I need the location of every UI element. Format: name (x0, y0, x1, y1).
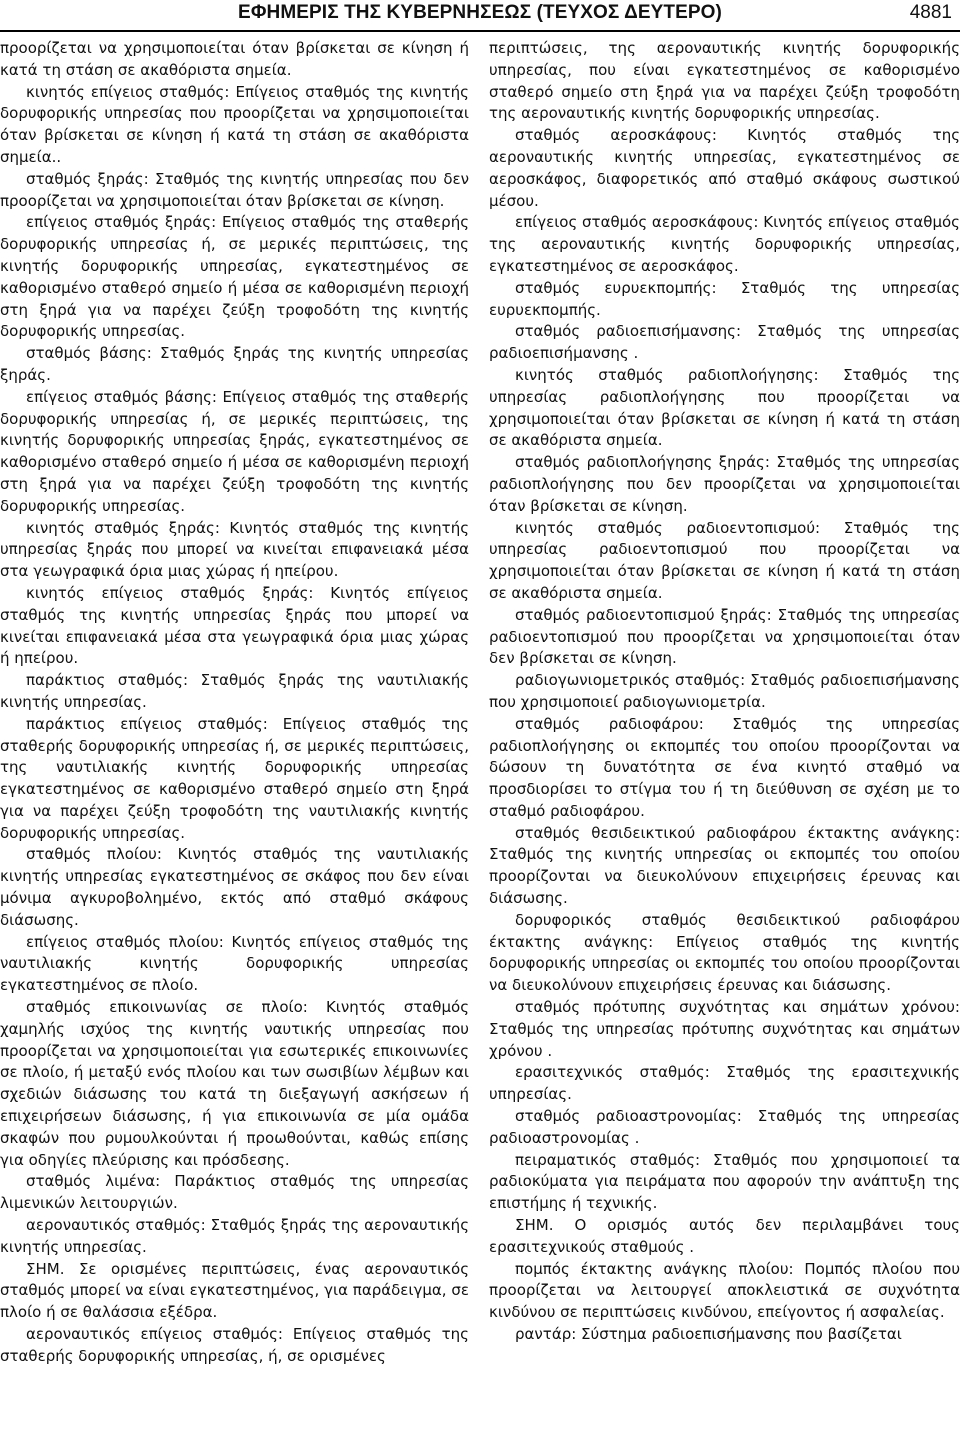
paragraph: σταθμός θεσιδεικτικού ραδιοφάρου έκτακτης ανάγκης: Σταθμός της κινητής υπηρεσίας οι εκπομπές του οποίου προορίζονται να διευκολύνουν επιχειρήσεις έρευνας και διάσωσης. (489, 823, 960, 908)
paragraph: σταθμός ευρυεκπομπής: Σταθμός της υπηρεσίας ευρυεκπομπής. (489, 278, 960, 319)
paragraph: κινητός σταθμός ξηράς: Κινητός σταθμός της κινητής υπηρεσίας ξηράς που μπορεί να κινείται επιφανειακά μέσα στα γεωγραφικά όρια μιας χώρας ή ηπείρου. (0, 518, 469, 581)
paragraph: επίγειος σταθμός βάσης: Επίγειος σταθμός της σταθερής δορυφορικής υπηρεσίας ή, σε μερικές περιπτώσεις, της κινητής δορυφορικής υπηρεσίας ξηράς, εγκατεστημένος σε καθορισμένο σταθερό σημείο ή μέσα σε καθορισμένη περιοχή στη ξηρά για να παρέχει ζεύξη τροφοδότη της κινητής δορυφορικής υπηρεσίας. (0, 387, 469, 515)
gazette-title: ΕΦΗΜΕΡΙΣ ΤΗΣ ΚΥΒΕΡΝΗΣΕΩΣ (ΤΕΥΧΟΣ ΔΕΥΤΕΡΟ) (238, 2, 722, 23)
paragraph: ραδιογωνιομετρικός σταθμός: Σταθμός ραδιοεπισήμανσης που χρησιμοποιεί ραδιογωνιομετρία. (489, 671, 960, 711)
paragraph: επίγειος σταθμός ξηράς: Επίγειος σταθμός της σταθερής δορυφορικής υπηρεσίας ή, σε μερικές περιπτώσεις, της κινητής δορυφορικής υπηρεσίας, εγκατεστημένος σε καθορισμένο σταθερό σημείο ή μέσα σε καθορισμένη περιοχή στη ξηρά για να παρέχει ζεύξη τροφοδότη της κινητής δορυφορικής υπηρεσίας. (0, 213, 469, 341)
paragraph: παράκτιος επίγειος σταθμός: Επίγειος σταθμός της σταθερής δορυφορικής υπηρεσίας ή, σε μερικές περιπτώσεις, της ναυτιλιακής κινητής δορυφορικής υπηρεσίας εγκατεστημένος σε καθορισμένο σταθερό σημείο στη ξηρά για να παρέχει ζεύξη τροφοδότη της ναυτιλιακής κινητής δορυφορικής υπηρεσίας. (0, 714, 469, 842)
header-divider (0, 30, 960, 32)
paragraph: ραντάρ: Σύστημα ραδιοεπισήμανσης που βασίζεται (515, 1325, 902, 1344)
paragraph: περιπτώσεις, της αεροναυτικής κινητής δορυφορικής υπηρεσίας, που είναι εγκατεστημένος σε καθορισμένο σταθερό σημείο στη ξηρά για να παρέχει ζεύξη τροφοδότη της αεροναυτικής κινητής δορυφορικής υπηρεσίας. (489, 39, 960, 123)
paragraph: κινητός επίγειος σταθμός ξηράς: Κινητός επίγειος σταθμός της κινητής υπηρεσίας ξηράς που μπορεί να κινείται επιφανειακά μέσα στα γεωγραφικά όρια μιας χώρας ή ηπείρου. (0, 583, 469, 668)
paragraph: σταθμός ραδιοφάρου: Σταθμός της υπηρεσίας ραδιοπλοήγησης οι εκπομπές του οποίου προορίζονται να δώσουν τη δυνατότητα σε ένα κινητό σταθμό να προσδιορίσει το στίγμα του ή τη διεύθυνση σε σχέση με το σταθμό ραδιοφάρου. (489, 714, 960, 820)
paragraph: δορυφορικός σταθμός θεσιδεικτικού ραδιοφάρου έκτακτης ανάγκης: Επίγειος σταθμός της κινητής δορυφορικής υπηρεσίας οι εκπομπές του οποίου προορίζονται να διευκολύνουν επιχειρήσεις έρευνας και διάσωσης. (489, 910, 960, 995)
paragraph: επίγειος σταθμός αεροσκάφους: Κινητός επίγειος σταθμός της αεροναυτικής κινητής δορυφορικής υπηρεσίας, εγκατεστημένος σε αεροσκάφος. (489, 213, 960, 275)
paragraph: σταθμός ραδιοεπισήμανσης: Σταθμός της υπηρεσίας ραδιοεπισήμανσης . (489, 322, 960, 363)
paragraph: παράκτιος σταθμός: Σταθμός ξηράς της ναυτιλιακής κινητής υπηρεσίας. (0, 671, 469, 711)
paragraph: σταθμός ξηράς: Σταθμός της κινητής υπηρεσίας που δεν προορίζεται να χρησιμοποιείται όταν βρίσκεται σε κίνηση. (0, 169, 469, 210)
paragraph: πομπός έκτακτης ανάγκης πλοίου: Πομπός πλοίου που προορίζεται να λειτουργεί αποκλειστικά σε συχνότητα κινδύνου σε περιπτώσεις κινδύνου, επείγοντος ή ασφαλείας. (489, 1259, 960, 1322)
right-text-column (489, 38, 960, 1426)
paragraph: σταθμός πρότυπης συχνότητας και σημάτων χρόνου: Σταθμός της υπηρεσίας πρότυπης συχνότητας και σημάτων χρόνου . (489, 998, 960, 1060)
paragraph: αεροναυτικός σταθμός: Σταθμός ξηράς της αεροναυτικής κινητής υπηρεσίας. (0, 1216, 469, 1256)
page-number: 4881 (909, 2, 952, 23)
paragraph: σταθμός επικοινωνίας σε πλοίο: Κινητός σταθμός χαμηλής ισχύος της κινητής ναυτικής υπηρεσίας που προορίζεται να χρησιμοποιείται για εσωτερικές επικοινωνίες σε πλοίο, ή μεταξύ ενός πλοίου και των σωσιβίων λέμβων και σχεδιών διάσωσης του κατά τη διεξαγωγή ασκήσεων ή επιχειρήσεων διάσωσης, ή για επικοινωνία σε μία ομάδα σκαφών που ρυμουλκούνται ή προωθούνται, καθώς επίσης για οδηγίες πλεύρισης και πρόσδεσης. (0, 998, 469, 1169)
paragraph: κινητός σταθμός ραδιοπλοήγησης: Σταθμός της υπηρεσίας ραδιοπλοήγησης που προορίζεται να χρησιμοποιείται όταν βρίσκεται σε κίνηση ή κατά τη στάση σε ακαθόριστα σημεία. (489, 365, 960, 450)
paragraph: ΣΗΜ. Σε ορισμένες περιπτώσεις, ένας αεροναυτικός σταθμός μπορεί να είναι εγκατεστημένος, για παράδειγμα, σε πλοίο ή σε θαλάσσια εξέδρα. (0, 1259, 469, 1322)
left-text-column (0, 38, 469, 1426)
paragraph: ερασιτεχνικός σταθμός: Σταθμός της ερασιτεχνικής υπηρεσίας. (489, 1063, 960, 1104)
paragraph: επίγειος σταθμός πλοίου: Κινητός επίγειος σταθμός της ναυτιλιακής κινητής δορυφορικής υπηρεσίας εγκατεστημένος σε πλοίο. (0, 932, 469, 995)
paragraph: σταθμός βάσης: Σταθμός ξηράς της κινητής υπηρεσίας ξηράς. (0, 344, 469, 384)
paragraph: πειραματικός σταθμός: Σταθμός που χρησιμοποιεί τα ραδιοκύματα για πειράματα που αφορούν την ανάπτυξη της επιστήμης ή τεχνικής. (489, 1150, 960, 1213)
paragraph: προορίζεται να χρησιμοποιείται όταν βρίσκεται σε κίνηση ή κατά τη στάση σε ακαθόριστα σημεία. (0, 39, 469, 79)
paragraph: σταθμός πλοίου: Κινητός σταθμός της ναυτιλιακής κινητής υπηρεσίας εγκατεστημένος σε σκάφος που δεν είναι μόνιμα αγκυροβολημένο, εκτός από σταθμό σκάφους διάσωσης. (0, 845, 469, 929)
paragraph: κινητός επίγειος σταθμός: Επίγειος σταθμός της κινητής δορυφορικής υπηρεσίας που προορίζεται να χρησιμοποιείται όταν βρίσκεται σε κίνηση ή κατά τη στάση σε ακαθόριστα σημεία.. (0, 82, 469, 166)
paragraph: αεροναυτικός επίγειος σταθμός: Επίγειος σταθμός της σταθερής δορυφορικής υπηρεσίας, ή, σε ορισμένες (0, 1325, 469, 1365)
paragraph: σταθμός ραδιοπλοήγησης ξηράς: Σταθμός της υπηρεσίας ραδιοπλοήγησης που δεν προορίζεται να χρησιμοποιείται όταν βρίσκεται σε κίνηση. (489, 453, 960, 515)
page-header (0, 0, 960, 34)
paragraph: ΣΗΜ. Ο ορισμός αυτός δεν περιλαμβάνει τους ερασιτεχνικούς σταθμούς . (489, 1216, 960, 1256)
paragraph: σταθμός λιμένα: Παράκτιος σταθμός της υπηρεσίας λιμενικών λειτουργιών. (0, 1172, 469, 1213)
paragraph: σταθμός ραδιοεντοπισμού ξηράς: Σταθμός της υπηρεσίας ραδιοεντοπισμού που προορίζεται να χρησιμοποιείται όταν δεν βρίσκεται σε κίνηση. (489, 605, 960, 668)
paragraph: σταθμός αεροσκάφους: Κινητός σταθμός της αεροναυτικής κινητής υπηρεσίας, εγκατεστημένος σε αεροσκάφος, διαφορετικός από σταθμό σκάφους σωστικού μέσου. (489, 126, 960, 210)
paragraph: σταθμός ραδιοαστρονομίας: Σταθμός της υπηρεσίας ραδιοαστρονομίας . (489, 1107, 960, 1147)
paragraph: κινητός σταθμός ραδιοεντοπισμού: Σταθμός της υπηρεσίας ραδιοεντοπισμού που προορίζεται να χρησιμοποιείται όταν βρίσκεται σε κίνηση ή κατά τη στάση σε ακαθόριστα σημεία. (489, 518, 960, 602)
